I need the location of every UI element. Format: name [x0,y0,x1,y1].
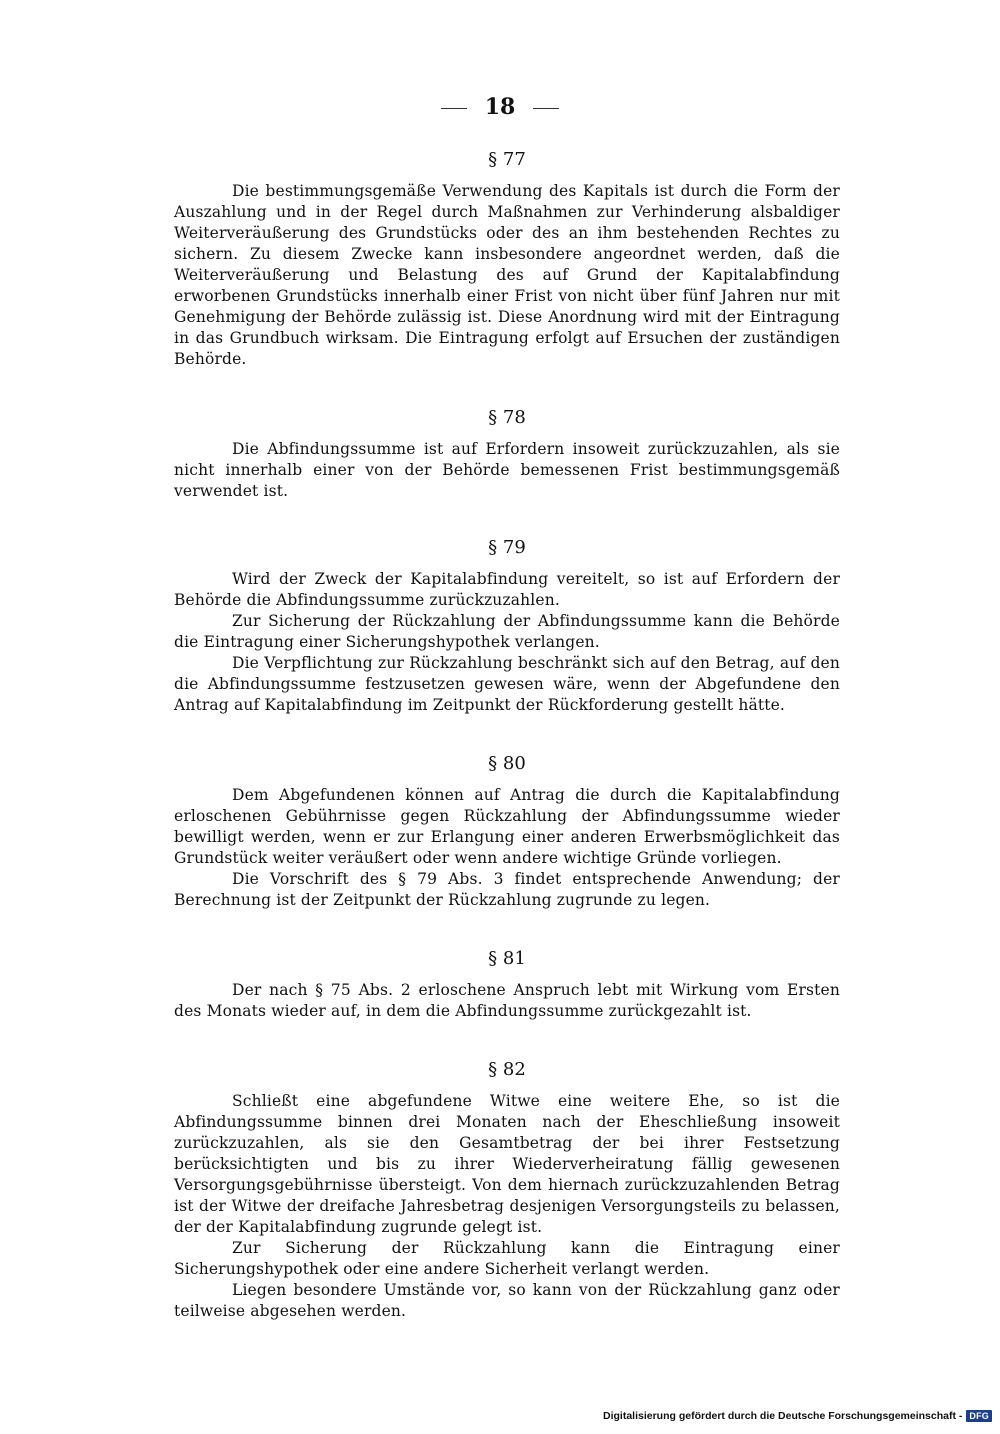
paragraph: Der nach § 75 Abs. 2 erloschene Anspruch lebt mit Wirkung vom Ersten des Monats wieder auf, in dem die Abfindungssumme zurückgezahlt ist. [174,981,840,1020]
section-78 [174,406,840,502]
paragraph: Liegen besondere Umstände vor, so kann von der Rückzahlung ganz oder teilweise abgesehen werden. [174,1281,840,1320]
section-82 [174,1058,840,1322]
section-80 [174,752,840,911]
page-number [0,94,1000,120]
paragraph: Dem Abgefundenen können auf Antrag die durch die Kapitalabfindung erloschenen Gebührnisse gegen Rückzahlung der Abfindungssumme wieder bewilligt werden, wenn er zur Erlangung einer anderen Erwerbsmöglichkeit das Grundstück weiter veräußert oder wenn andere wichtige Gründe vorliegen. [174,786,840,867]
paragraph: Schließt eine abgefundene Witwe eine weitere Ehe, so ist die Abfindungssumme binnen drei Monaten nach der Eheschließung insoweit zurückzuzahlen, als sie den Gesamtbetrag der bei ihrer Festsetzung berücksichtigten und bis zu ihrer Wiederverheiratung fällig gewesenen Versorgungsgebührnisse übersteigt. Von dem hiernach zurückzuzahlenden Betrag ist der Witwe der dreifache Jahresbetrag desjenigen Versorgungsteils zu belassen, der der Kapitalabfindung zugrunde gelegt ist. [174,1092,840,1236]
section-title: § 78 [488,407,526,428]
section-81 [174,947,840,1022]
paragraph: Die Vorschrift des § 79 Abs. 3 findet entsprechende Anwendung; der Berechnung ist der Zeitpunkt der Rückzahlung zugrunde zu legen. [174,870,840,909]
document-body [174,148,840,1322]
paragraph: Die Abfindungssumme ist auf Erfordern insoweit zurückzuzahlen, als sie nicht innerhalb einer von der Behörde bemessenen Frist bestimmungsgemäß verwendet ist. [174,440,840,500]
section-title: § 77 [488,149,526,170]
section-title: § 81 [488,948,526,969]
paragraph: Zur Sicherung der Rückzahlung kann die Eintragung einer Sicherungshypothek oder eine andere Sicherheit verlangt werden. [174,1239,840,1278]
dash-left [441,108,467,109]
section-title: § 79 [488,537,526,558]
footer-text: Digitalisierung gefördert durch die Deutsche Forschungsgemeinschaft - [603,1410,963,1422]
section-title: § 82 [488,1059,526,1080]
section-77 [174,148,840,370]
section-79 [174,536,840,716]
paragraph: Die bestimmungsgemäße Verwendung des Kapitals ist durch die Form der Auszahlung und in der Regel durch Maßnahmen zur Verhinderung alsbaldiger Weiterveräußerung des Grundstücks oder des an ihm bestehenden Rechtes zu sichern. Zu diesem Zwecke kann insbesondere angeordnet werden, daß die Weiterveräußerung und Belastung des auf Grund der Kapitalabfindung erworbenen Grundstücks innerhalb einer Frist von nicht über fünf Jahren nur mit Genehmigung der Behörde zulässig ist. Diese Anordnung wird mit der Eintragung in das Grundbuch wirksam. Die Eintragung erfolgt auf Ersuchen der zuständigen Behörde. [174,182,840,368]
dfg-logo-icon: DFG [966,1410,992,1422]
dash-right [533,108,559,109]
paragraph: Wird der Zweck der Kapitalabfindung vereitelt, so ist auf Erfordern der Behörde die Abfindungssumme zurückzuzahlen. [174,570,840,609]
paragraph: Zur Sicherung der Rückzahlung der Abfindungssumme kann die Behörde die Eintragung einer Sicherungshypothek verlangen. [174,612,840,651]
page-number-text: 18 [484,94,516,120]
section-title: § 80 [488,753,526,774]
digitization-footer [603,1410,992,1422]
paragraph: Die Verpflichtung zur Rückzahlung beschränkt sich auf den Betrag, auf den die Abfindungssumme festzusetzen gewesen wäre, wenn der Abgefundene den Antrag auf Kapitalabfindung im Zeitpunkt der Rückforderung gestellt hätte. [174,654,840,714]
